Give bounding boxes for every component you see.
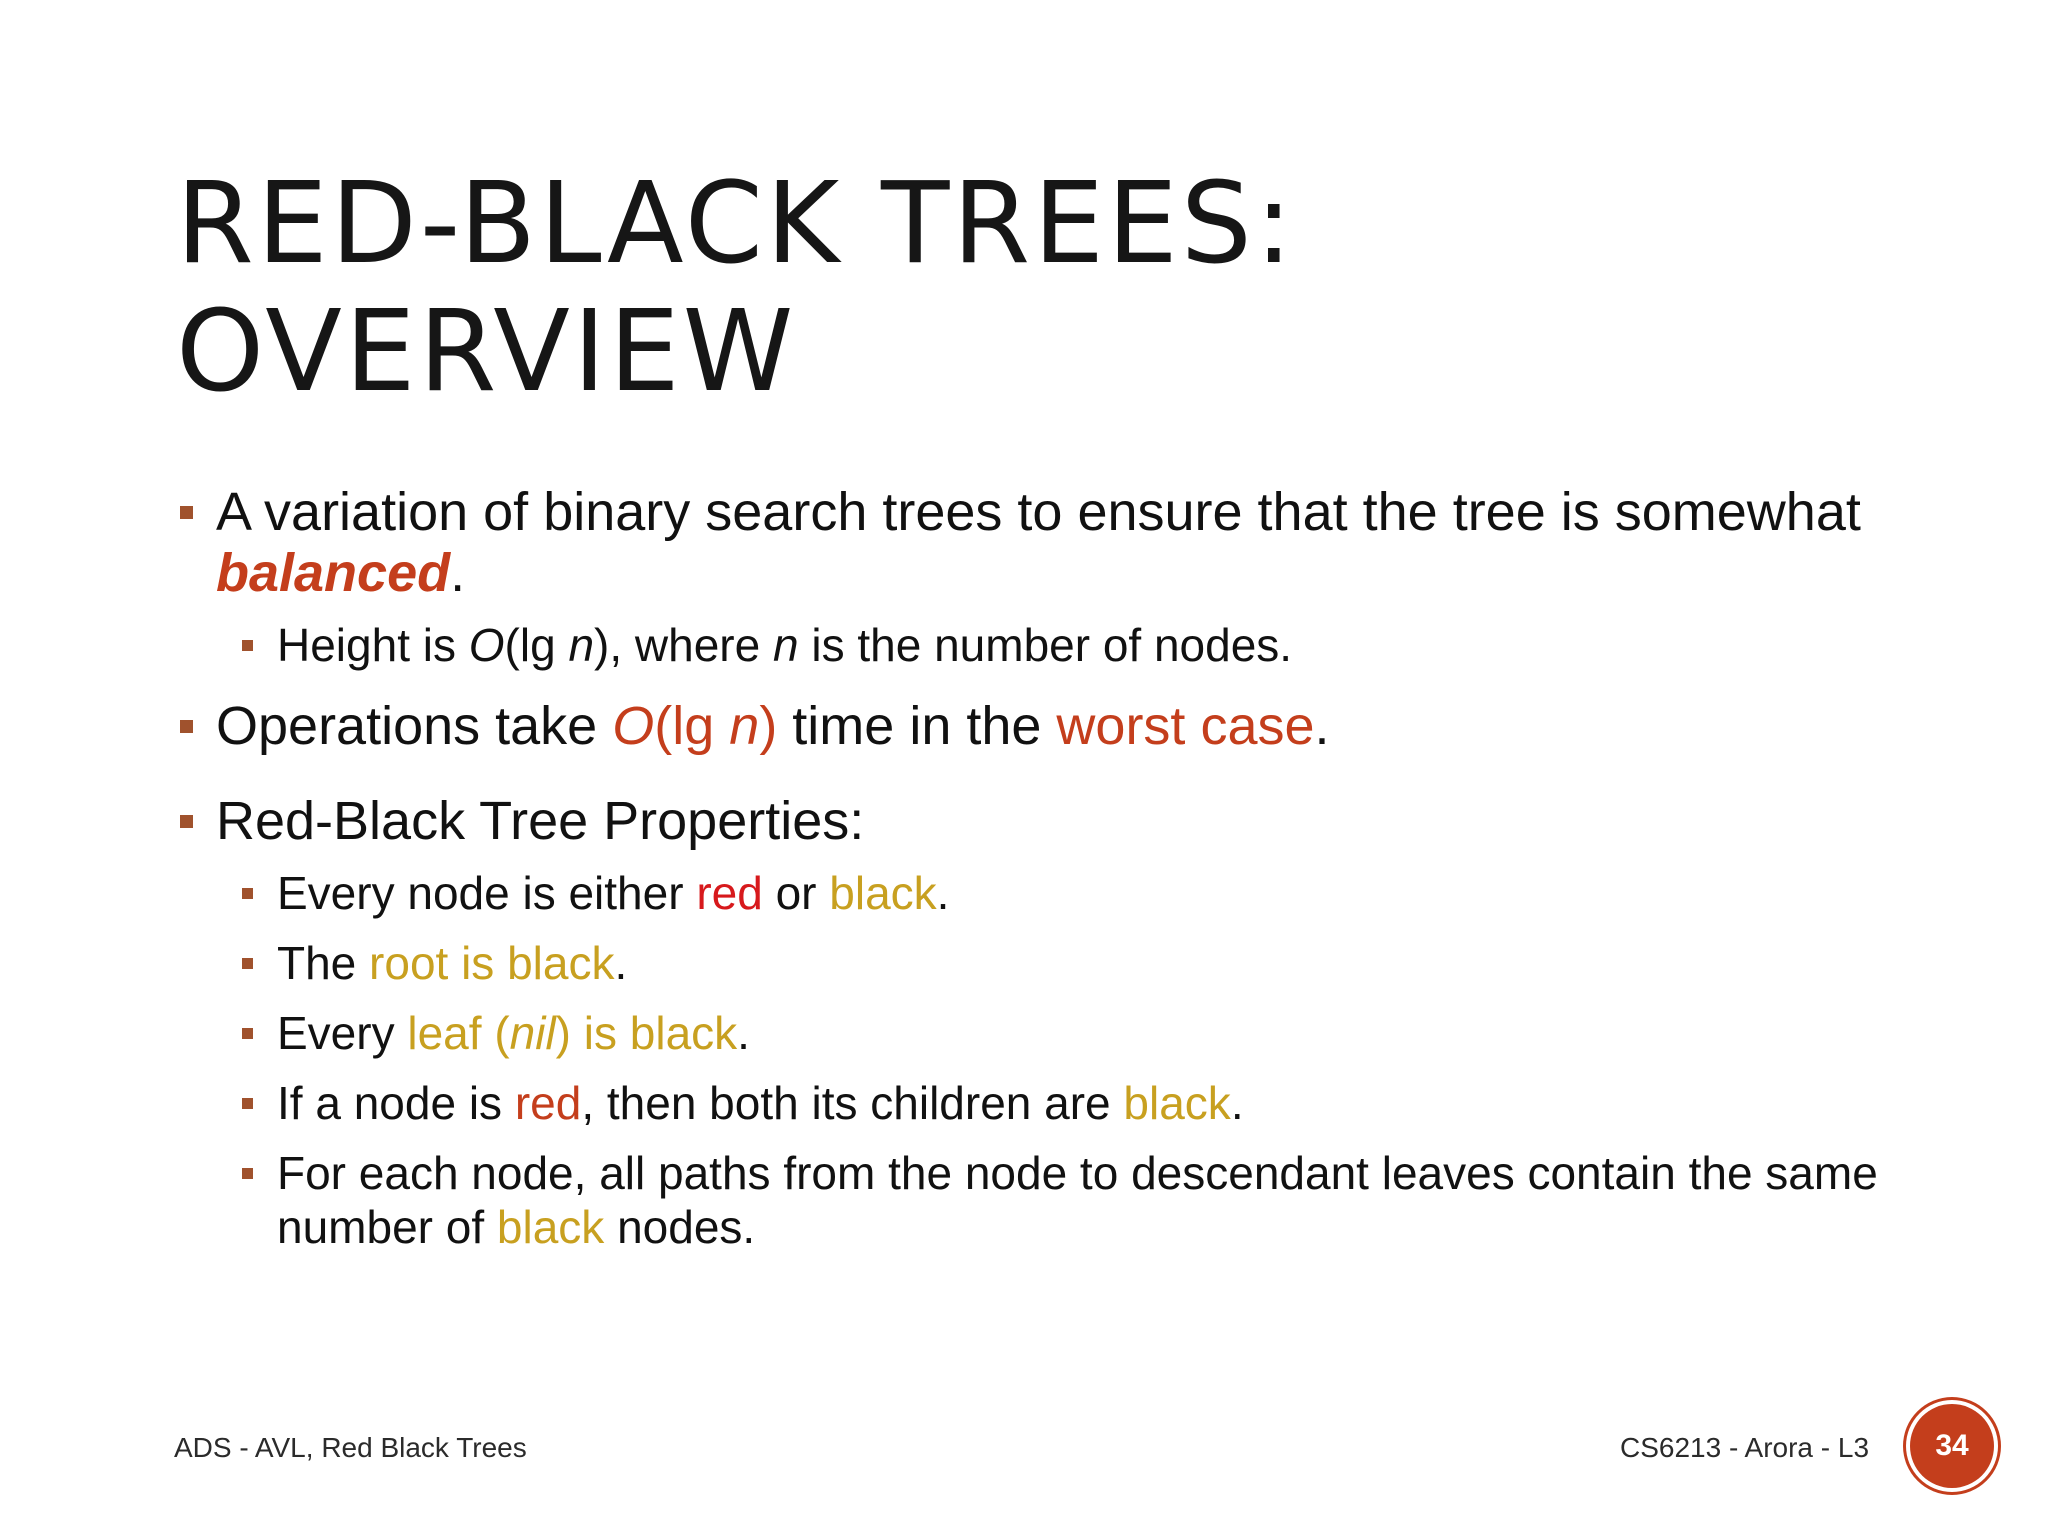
sub-bullet-text-segment: nodes.: [604, 1201, 756, 1253]
bullet-text-segment: ): [759, 696, 778, 756]
slide-title-line-1: RED-BLACK TREES:: [176, 159, 1296, 289]
footer-course-title: ADS - AVL, Red Black Trees: [174, 1432, 527, 1463]
sub-bullet-text-segment: black: [1123, 1077, 1231, 1129]
sub-bullet-item: [176, 866, 1896, 920]
bullet-text-segment: O: [612, 696, 655, 756]
bullet-item: [176, 791, 1896, 852]
sub-bullet-text-segment: The: [277, 937, 370, 989]
sub-bullet-text-segment: nil: [509, 1007, 556, 1059]
sub-bullet-item: [176, 936, 1896, 990]
sub-bullet-marker: [242, 1028, 253, 1039]
page-number-badge: 34: [1910, 1404, 1994, 1488]
footer-course-code: CS6213 - Arora - L3: [1620, 1432, 1870, 1463]
sub-bullet-text-segment: ), where: [594, 619, 773, 671]
sub-bullet-marker: [242, 958, 253, 969]
sub-bullet-text-segment: red: [514, 1077, 582, 1129]
sub-bullet-text-segment: leaf (: [407, 1007, 510, 1059]
bullet-text-segment: (lg: [654, 696, 730, 756]
sub-bullet-text-segment: If a node is: [277, 1077, 515, 1129]
bullet-text-segment: balanced: [216, 543, 451, 603]
bullet-text-segment: n: [729, 696, 760, 756]
bullet-text-segment: Red-Black Tree Properties:: [216, 791, 865, 851]
sub-bullet-text-segment: .: [614, 937, 628, 989]
bullet-text-segment: .: [450, 543, 466, 603]
sub-bullet-text-segment: O: [468, 619, 505, 671]
sub-bullet-marker: [242, 640, 253, 651]
sub-bullet-text-segment: Every node is either: [277, 867, 697, 919]
sub-bullet-text-segment: , then both its children are: [581, 1077, 1124, 1129]
sub-bullet-marker: [242, 1168, 253, 1179]
sub-bullet-text-segment: .: [1230, 1077, 1244, 1129]
sub-bullet-item: [176, 1146, 1896, 1254]
sub-bullet-text-segment: n: [568, 619, 595, 671]
sub-bullet-text-segment: ) is black: [555, 1007, 738, 1059]
sub-bullet-item: [176, 1006, 1896, 1060]
sub-bullet-text-segment: black: [496, 1201, 605, 1253]
slide-title: [176, 160, 1296, 416]
sub-bullet-text-segment: .: [936, 867, 950, 919]
sub-bullet-marker: [242, 888, 253, 899]
bullet-text-segment: A variation of binary search trees to ensure that the tree is somewhat: [216, 482, 1861, 542]
sub-bullet-text-segment: Every: [277, 1007, 408, 1059]
sub-bullet-text-segment: is the number of nodes.: [798, 619, 1293, 671]
slide-title-line-2: OVERVIEW: [176, 287, 797, 417]
bullet-marker: [180, 815, 193, 828]
sub-bullet-item: [176, 618, 1896, 672]
sub-bullet-text-segment: black: [829, 867, 937, 919]
bullet-text-segment: Operations take: [216, 696, 613, 756]
sub-bullet-text-segment: or: [762, 867, 830, 919]
bullet-marker: [180, 720, 193, 733]
sub-bullet-text-segment: .: [737, 1007, 750, 1059]
bullet-item: [176, 696, 1896, 757]
bullet-text-segment: .: [1314, 696, 1330, 756]
bullet-text-segment: worst case: [1056, 696, 1315, 756]
sub-bullet-item: [176, 1076, 1896, 1130]
sub-bullet-text-segment: root is black: [369, 937, 615, 989]
bullet-item: [176, 482, 1896, 604]
slide-body: [176, 482, 1896, 1254]
bullet-marker: [180, 506, 193, 519]
sub-bullet-text-segment: Height is: [277, 619, 469, 671]
sub-bullet-text-segment: For each node, all paths from the node to descendant leaves contain the same number of: [277, 1147, 1878, 1253]
sub-bullet-text-segment: red: [696, 867, 763, 919]
sub-bullet-marker: [242, 1098, 253, 1109]
sub-bullet-text-segment: n: [772, 619, 799, 671]
bullet-text-segment: time in the: [777, 696, 1057, 756]
sub-bullet-text-segment: (lg: [504, 619, 569, 671]
